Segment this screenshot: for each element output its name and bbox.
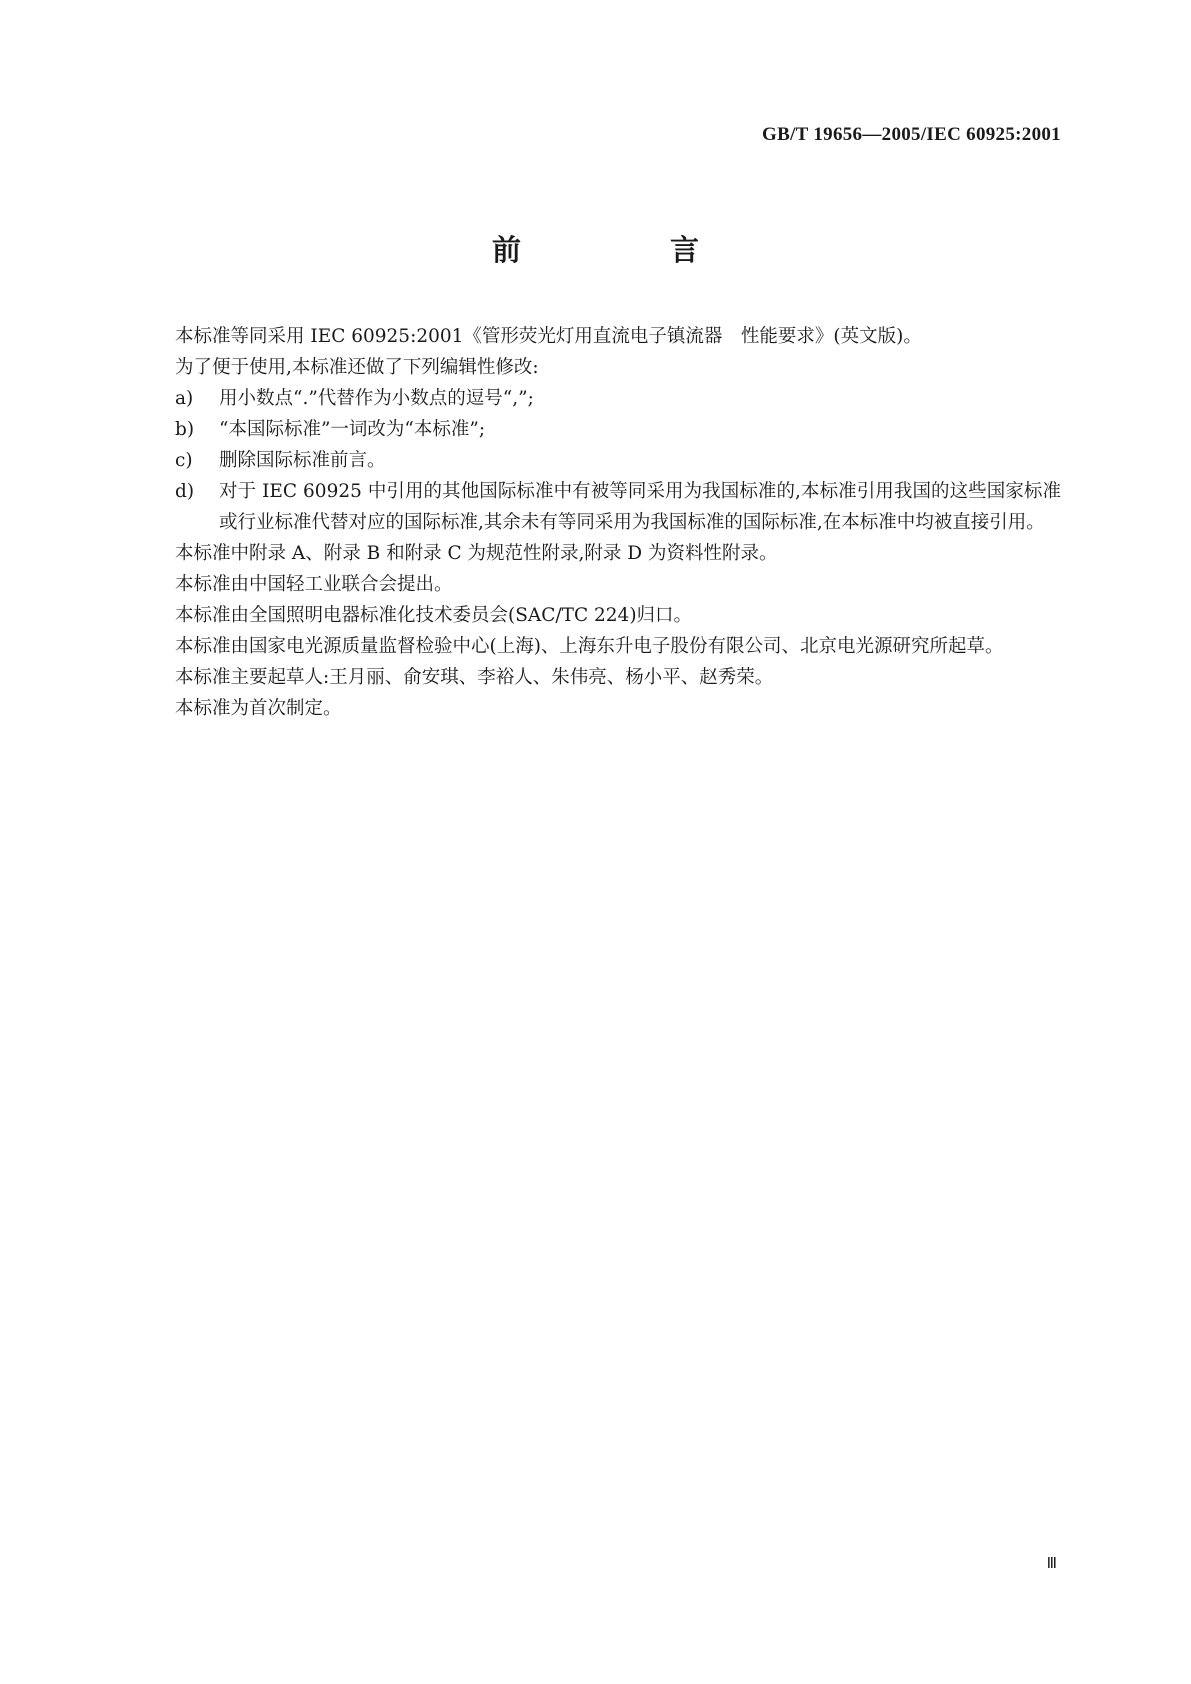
paragraph-centralized-by: 本标准由全国照明电器标准化技术委员会(SAC/TC 224)归口。 <box>175 605 693 626</box>
paragraph-modifications-intro: 为了便于使用,本标准还做了下列编辑性修改: <box>175 357 539 378</box>
list-item <box>131 476 1061 538</box>
page-title: 前 言 <box>491 233 759 267</box>
page-number: Ⅲ <box>1046 1556 1057 1572</box>
paragraph-annexes: 本标准中附录 A、附录 B 和附录 C 为规范性附录,附录 D 为资料性附录。 <box>175 543 778 564</box>
list-marker: d) <box>175 481 195 502</box>
list-item <box>131 414 1061 445</box>
standard-code-header: GB/T 19656—2005/IEC 60925:2001 <box>762 124 1061 145</box>
paragraph-adoption: 本标准等同采用 IEC 60925:2001《管形荧光灯用直流电子镇流器 性能要求》(英文版)。 <box>175 326 922 347</box>
list-item-text: “本国际标准”一词改为“本标准”; <box>219 419 486 440</box>
list-marker: a) <box>175 388 194 409</box>
paragraph-first-edition: 本标准为首次制定。 <box>175 698 342 719</box>
list-item-text: 对于 IEC 60925 中引用的其他国际标准中有被等同采用为我国标准的,本标准引用我国的这些国家标准或行业标准代替对应的国际标准,其余未有等同采用为我国标准的国际标准,在本标准中均被直接引用。 <box>219 481 1061 533</box>
foreword-body <box>131 321 1061 724</box>
list-item-text: 用小数点“.”代替作为小数点的逗号“,”; <box>219 388 534 409</box>
paragraph-proposed-by: 本标准由中国轻工业联合会提出。 <box>175 574 453 595</box>
paragraph-drafters: 本标准主要起草人:王月丽、俞安琪、李裕人、朱伟亮、杨小平、赵秀荣。 <box>175 667 774 688</box>
list-item <box>131 445 1061 476</box>
list-item-text: 删除国际标准前言。 <box>219 450 386 471</box>
paragraph-drafted-by: 本标准由国家电光源质量监督检验中心(上海)、上海东升电子股份有限公司、北京电光源研究所起草。 <box>175 636 1004 657</box>
list-marker: c) <box>175 450 193 471</box>
list-item <box>131 383 1061 414</box>
list-marker: b) <box>175 419 195 440</box>
